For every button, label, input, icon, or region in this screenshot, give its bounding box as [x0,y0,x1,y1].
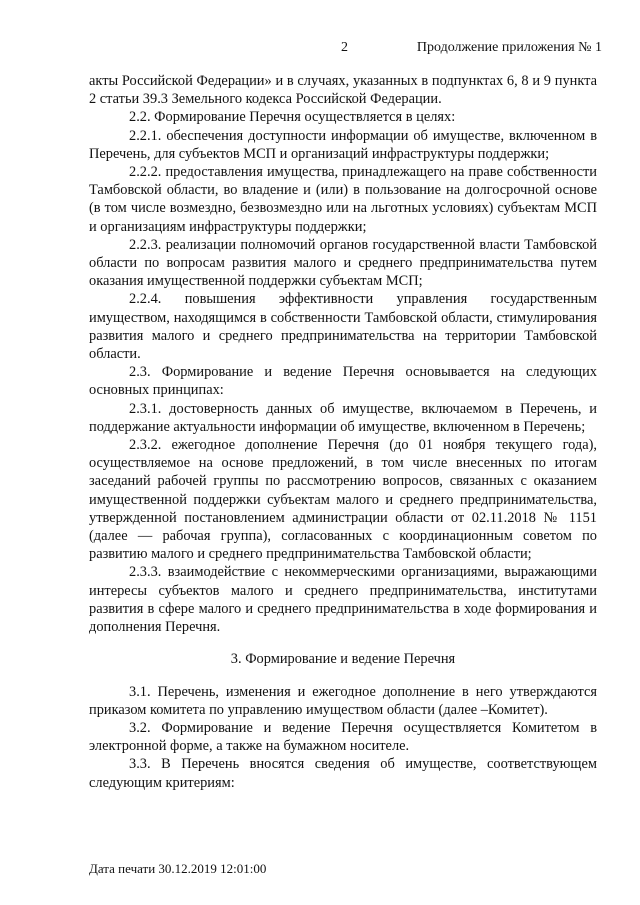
paragraph: 2.3. Формирование и ведение Перечня основывается на следующих основных принципах: [89,364,597,399]
document-body [89,72,597,792]
appendix-continuation: Продолжение приложения № 1 [416,40,602,55]
paragraph: 3.1. Перечень, изменения и ежегодное дополнение в него утверждаются приказом комитета по управлению имуществом области (далее –Комитет). [89,683,597,718]
section-heading: 3. Формирование и ведение Перечня [230,651,456,668]
paragraph: 2.2.2. предоставления имущества, принадлежащего на праве собственности Тамбовской области, во владение и (или) в пользование на долгосрочной основе (в том числе возмездно, безвозмездно или на льготных условиях) субъектам МСП и организациям инфраструктуры поддержки; [89,164,597,235]
paragraph: акты Российской Федерации» и в случаях, указанных в подпунктах 6, 8 и 9 пункта 2 статьи 39.3 Земельного кодекса Российской Федерации. [89,73,597,108]
paragraph: 2.2. Формирование Перечня осуществляется в целях: [129,109,456,126]
paragraph: 3.3. В Перечень вносятся сведения об имуществе, соответствующем следующим критериям: [89,756,597,791]
paragraph: 2.3.2. ежегодное дополнение Перечня (до 01 ноября текущего года), осуществляемое на основе предложений, в том числе внесенных по итогам заседаний рабочей группы по рассмотрению вопросов, связанных с оказанием имущественной поддержки субъектам малого и среднего предпринимательства, утвержденной постановлением администрации области от 02.11.2018 № 1151 (далее — рабочая группа), согласованных с координационным советом по развитию малого и среднего предпринимательства Тамбовской области; [89,437,597,563]
page-number: 2 [341,40,348,55]
paragraph: 2.2.1. обеспечения доступности информации об имуществе, включенном в Перечень, для субъектов МСП и организаций инфраструктуры поддержки; [89,127,597,162]
paragraph: 2.2.3. реализации полномочий органов государственной власти Тамбовской области по вопросам развития малого и среднего предпринимательства путем оказания имущественной поддержки субъектам МСП; [89,236,597,290]
paragraph: 2.3.3. взаимодействие с некоммерческими организациями, выражающими интересы субъектов малого и среднего предпринимательства, институтами развития в сфере малого и среднего предпринимательства в ходе формирования и дополнения Перечня. [89,564,597,636]
print-date: Дата печати 30.12.2019 12:01:00 [89,861,267,876]
paragraph: 2.2.4. повышения эффективности управления государственным имуществом, находящимся в собственности Тамбовской области, стимулирования развития малого и среднего предпринимательства на территории Тамбовской области. [89,291,597,363]
paragraph: 3.2. Формирование и ведение Перечня осуществляется Комитетом в электронной форме, а также на бумажном носителе. [89,719,597,755]
paragraph: 2.3.1. достоверность данных об имуществе, включаемом в Перечень, и поддержание актуальности информации об имуществе, включенном в Перечень; [89,400,597,435]
